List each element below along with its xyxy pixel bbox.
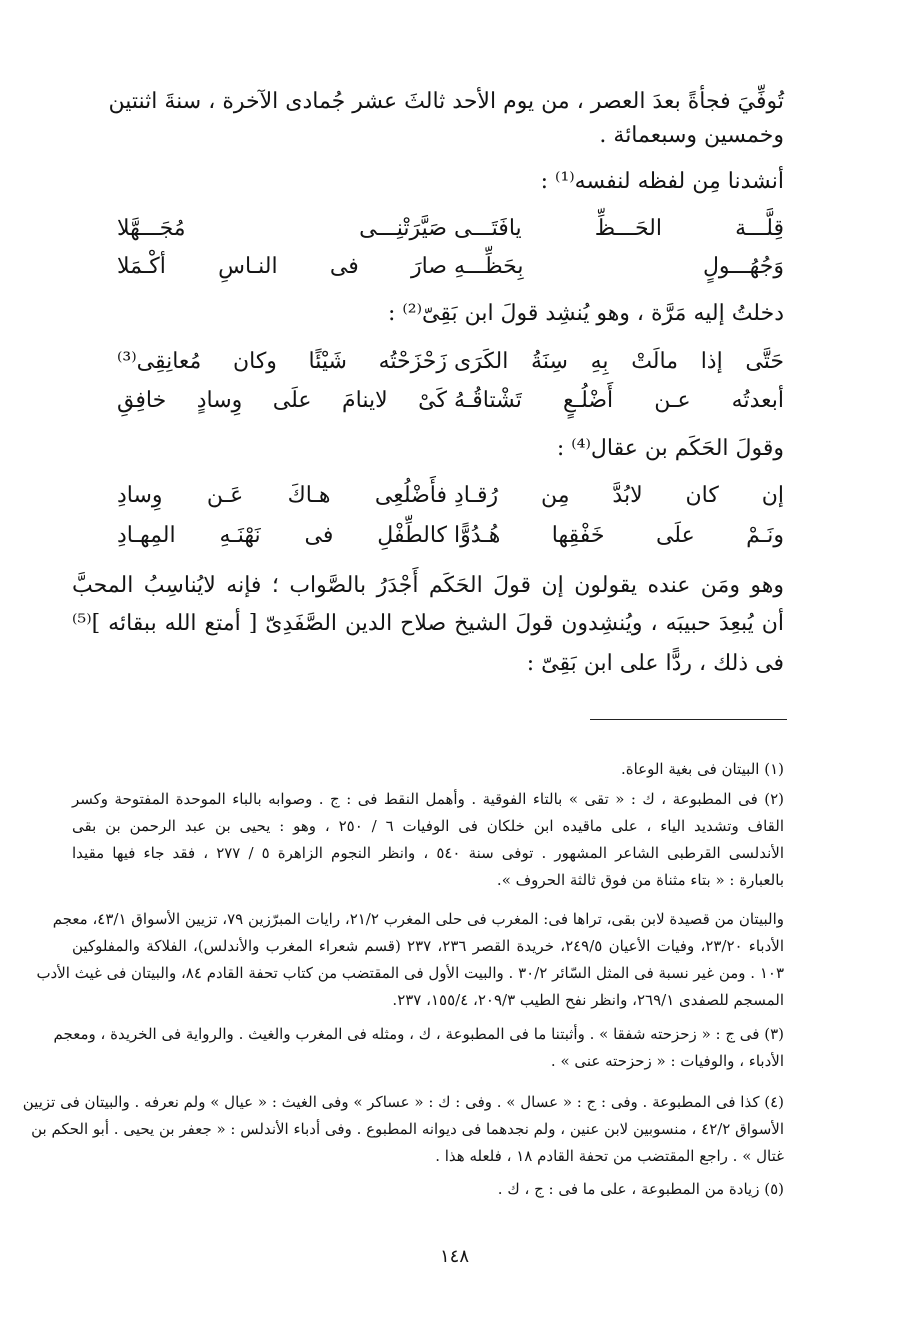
footnote-line: (٢) فى المطبوعة ، ك : « تقى » بالتاء الفوقية . وأهمل النقط فى : ج . وصوابه بالباء الموحدة المفتوحة وكسر — [72, 790, 784, 808]
footnote-line: الأسواق ٤٢/٢ ، منسوبين لابن عنين ، ولم نجدهما فى ديوانه المطبوع . وفى أدباء الأندلس : « جعفر بن يحيى . أبو الحكم بن — [31, 1120, 784, 1138]
body-line: أن يُبعِدَ حبيبَه ، ويُنشِدون قولَ الشيخ صلاح الدين الصَّفَدِىّ [ أمتع الله ببقائه ]⁽⁵⁾ — [72, 611, 784, 636]
footnote: (٥) زيادة من المطبوعة ، على ما فى : ج ، ك . — [497, 1180, 784, 1198]
footnote: (١) البيتان فى بغية الوعاة. — [620, 760, 784, 778]
footnote-separator — [590, 719, 787, 720]
footnote-line: والبيتان من قصيدة لابن بقى، تراها فى: المغرب فى حلى المغرب ٢١/٢، رايات المبرّزين ٧٩، تزيين الأسواق ٤٣/١، معجم — [52, 910, 784, 928]
poem-hemistich: إن كان لابُدَّ مِن رُقـادِ — [454, 483, 784, 508]
footnote-line: بالعبارة : « بتاء مثناة من فوق ثالثة الحروف ». — [496, 871, 784, 889]
footnote-line: الأدباء ، والوفيات : « زحزحته عنى » . — [550, 1052, 784, 1070]
footnote-line: الأندلسى القرطبى الشاعر المشهور . توفى سنة ٥٤٠ ، وانظر النجوم الزاهرة ٥ / ٢٧٧ ، فقد جاء فيها مقيدا — [72, 844, 784, 862]
footnote-line: الأدباء ٢٣/٢٠، وفيات الأعيان ٢٤٩/٥، خريدة القصر ٢٣٦، ٢٣٧ (قسم شعراء المغرب والأندلس)، الفلاكة والمفلوكين — [72, 937, 785, 955]
poem-hemistich: صارَ فى النـاسِ أكْـمَلا — [117, 254, 447, 279]
footnote-line: ١٠٣ . ومن غير نسبة فى المثل السّائر ٣٠/٢ . والبيت الأول فى المقتضب من كتاب تحفة القادم ٨٤، والبيتان فى غيث الأدب — [36, 964, 784, 982]
poem-hemistich: ونَـمْ علَى خَفْقِها هُـدُوًّا — [454, 523, 784, 548]
footnote-line: (٣) فى ج : « زحزحته شفقا » . وأثبتنا ما فى المطبوعة ، ك ، ومثله فى المغرب والغيث . والرواية فى الخريدة ، ومعجم — [53, 1025, 784, 1043]
body-line: وخمسين وسبعمائة . — [599, 123, 784, 148]
poem-intro: أنشدنا مِن لفظه لنفسه⁽¹⁾ : — [540, 169, 784, 194]
poem-hemistich: وَجُهُـــولٍ بِحَظِّـــهِ — [454, 254, 784, 279]
poem-hemistich: فأَضْلُعِى هـاكَ عَـن وِسادِ — [117, 483, 447, 508]
poem-hemistich: صَيَّرَتْنِـــى مُجَـــهَّلا — [117, 216, 447, 241]
footnote-line: غتال » . راجع المقتضب من تحفة القادم ١٨ ، فلعله هذا . — [435, 1147, 784, 1165]
poem-intro: وقولَ الحَكَم بن عقال⁽⁴⁾ : — [556, 436, 784, 461]
footnote-line: (٤) كذا فى المطبوعة . وفى : ج : « عسال » . وفى : ك : « عساكر » وفى الغيث : « عيال » ولم نعرفه . والبيتان فى تزيين — [22, 1093, 784, 1111]
page-number: ١٤٨ — [439, 1246, 469, 1267]
poem-hemistich: حَتَّى إذا مالَتْ بِهِ سِنَةُ الكَرَى — [454, 349, 784, 374]
poem-hemistich: كالطِّفْلِ فى نَهْنَـهِ المِهـادِ — [117, 523, 447, 548]
poem-hemistich: كَىْ لاينامَ علَى وِسادٍ خافِقِ — [117, 388, 447, 413]
body-line: تُوفِّيَ فجأةً بعدَ العصر ، من يوم الأحد ثالثَ عشر جُمادى الآخرة ، سنةَ اثنتين — [108, 89, 784, 114]
body-line: وهو ومَن عنده يقولون إن قولَ الحَكَم أَجْدَرُ بالصَّواب ؛ فإنه لايُناسِبُ المحبَّ — [72, 573, 784, 598]
poem-hemistich: أبعدتُه عـن أَضْلُـعٍ تَشْتاقُـهُ — [454, 388, 784, 413]
footnote-line: القاف وتشديد الياء ، على ماقيده ابن خلكان فى الوفيات ٦ / ٢٥٠ ، وهو : يحيى بن عبد الرحمن بن بقى — [72, 817, 784, 835]
footnote-line: المسجم للصفدى ٢٦٩/١، وانظر نفح الطيب ٢٠٩/٣، ١٥٥/٤، ٢٣٧. — [392, 991, 784, 1009]
body-line: فى ذلك ، ردًّا على ابن بَقِىّ : — [526, 651, 784, 676]
poem-hemistich: زَحْزَحْتُه شَيْئًا وكان مُعانِقِى⁽³⁾ — [117, 349, 447, 374]
poem-hemistich: قِلَّـــة الحَـــظِّ يافَتَـــى — [454, 216, 784, 241]
poem-intro: دخلتُ إليه مَرَّة ، وهو يُنشِد قولَ ابن بَقِىّ⁽²⁾ : — [387, 301, 784, 326]
